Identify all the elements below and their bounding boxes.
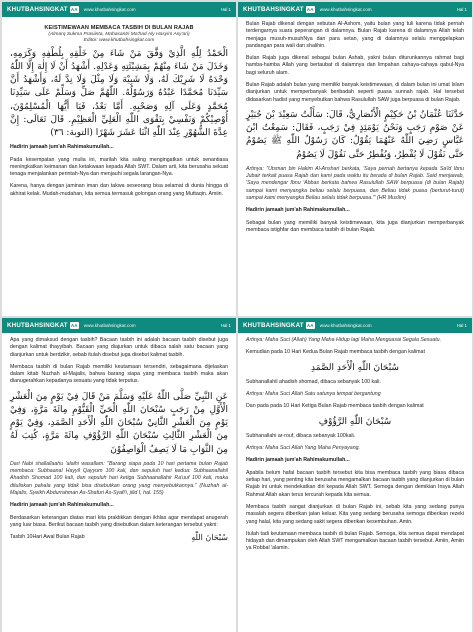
paragraph: Bulan Rajab juga dikenal sebagai bulan Ashab, yakni bulan diturunkannya rahmat bagi hamba-hamba Allah yang bertaubat di dalamnya dan limpahan cahaya-cahaya qabul-Nya bagi seluruh alam. [246,55,464,76]
page-2 [238,2,472,316]
paragraph: Kemudian pada 10 Hari Kedua Bulan Rajab membaca tasbih dengan kalimat [246,349,425,356]
meaning-line: Artinya: Maha Suci Allah Yang Maha Penyayang. [246,445,361,452]
meaning-line: Artinya: Maha Suci Allah Satu satunya tempat bergantung [246,391,381,398]
paragraph: Bulan Rajab adalah bulan yang memiliki banyak keistimewaan, di dalam bulan ini umat Islam dianjurkan untuk memperbanyak beribadah seperti puasa sunnah rajab. Hal tersebut didasarkan hadist yang menyebutkan bahwa Rasulullah SAW juga berpuasa di bulan Rajab. [246,82,464,103]
site-url: www.khutbahsingkat.com [83,7,136,12]
salutation: Hadirin jamaah jum'ah Rahimakumullah... [10,144,114,151]
page-header [2,318,236,333]
paragraph: Subhanallahil ahadish shomad, dibaca sebanyak 100 kali. [246,378,381,385]
hadith-translation: Artinya: "Utsman bin Hakim Al-Anshari berkata, 'Saya pernah bertanya kepada Sa'id Ibnu Jubair terkait puasa Rajab dan kami pada waktu itu berada di bulan Rajab. Said menjawab, 'Saya mendengar Ibnu 'Abbas berkata bahwa Rasulullah SAW berpuasa (di bulan Rajab) sampai kami menyangka beliau selalu berpuasa, dan Beliau tidak puasa (berturut-turut) sampai kami menyangka Beliau selalu tidak berpuasa.'" (HR Muslim) [246,165,464,201]
page-header [238,318,472,333]
salutation: Hadirin jamaah jum'ah Rahimakumullah... [246,207,350,214]
page-label: Hal 1 [456,323,467,328]
paragraph: Berdasarkan keterangan diatas mari kita praktikkan dengan ikhlas agar mendapat anugerah yang luar biasa. Berikut bacaan tasbih yang disebutkan dalam keterangan tersebut yakni: [10,514,228,528]
paragraph: Sebagai bulan yang memiliki banyak keistimewaan, kita juga dianjurkan memperbanyak membaca istighfar dan membaca tasbih di bulan Rajab. [246,219,464,233]
arabic-hadith: عَنِ النَّبِيِّ صَلَّى اللّٰهُ عَلَيْهِ وَسَلَّمَ مَنْ قَالَ فِيْ يَوْمٍ مِنَ الْعَشْرِ الْأَوَّلِ مِنْ رَجَبٍ سُبْحَانَ اللّٰهِ الْحَيِّ الْقَيُّوْمِ مِائَةَ مَرَّةٍ، وَفِيْ يَوْمٍ مِنَ الْعَشْرِ الثَّانِيْ سُبْحَانَ اللّٰهِ الْأَحَدِ الصَّمَدِ، وَفِيْ يَوْمٍ مِنَ الْعَشْرِ الثَّالِثِ سُبْحَانَ اللّٰهِ الرَّؤُوْفِ مِائَةَ مَرَّةٍ، كُتِبَ لَهُ مِنَ الثَّوَابِ مَا لَا يَصِفُ الْوَاصِفُوْنَ [10,391,228,455]
site-url: www.khutbahsingkat.com [319,7,372,12]
author-line: (Almarq Sukma Prasiinta, Mahasantri Ma'had Aly Hasyim Asy'ari) [48,32,190,37]
page-1 [2,2,236,316]
list-item [10,534,228,541]
list-item-label: Tasbih 10Hari Awal Bulan Rajab [10,534,85,541]
hadith-translation: Dari Nabi shallallaahu 'alaihi wasallam: "Barang siapa pada 10 hari pertama bulan Rajab membaca: Subhaanal Hayyil Qayyum 100 kali, dan sepuluh hari kedua: Subhaanallahil Ahadish Shomad 100 kali, dan sepuluh hari ketiga Subhaanallahir Ra'uuf 100 kali, maka dituliskan pahala yang tidak bisa disebutkan orang yang menyebutkannya." (Nuzhah al-Majalis, Syeikh Abdurrahman As-Shafuri As-Syafi'i, jilid I, hal. 155) [10,460,228,496]
brand-logo [7,6,79,13]
editor-line: Editor: www.khutbahsingkat.com [83,38,155,44]
logo-mark-icon: AA [306,7,314,12]
arabic-hadith: حَدَّثَنَا عُثْمَانُ بْنُ حَكِيْمٍ الْأَنْصَارِيُّ، قَالَ: سَأَلْتُ سَعِيْدَ بْنَ جُبَيْرٍ عَنْ صَوْمِ رَجَبٍ وَنَحْنُ يَوْمَئِذٍ فِيْ رَجَبٍ، فَقَالَ: سَمِعْتُ ابْنَ عَبَّاسٍ رَضِيَ اللّٰهُ عَنْهُمَا يَقُوْلُ: كَانَ رَسُوْلُ اللّٰهِ ﷺ يَصُوْمُ حَتَّى نَقُوْلَ لَا يُفْطِرُ، وَيُفْطِرُ حَتَّى نَقُوْلَ لَا يَصُوْمُ [246,109,464,160]
paragraph: Apabila belum hafal bacaan tasbih tersebut kita bisa membaca tasbih yang biasa dibaca setiap hari, yang penting kita berusaha mengamalkan bacaan tasbih yang dianjurkan di bulan Rajab ini untuk mendekatkan diri kepada Allah SWT. Semoga dengan demikian Insya Allah Rahmat Allah akan terus tercurah kepada kita semua. [246,469,464,498]
paragraph: Dan pada pada 10 Hari Ketiga Bulan Rajab membaca tasbih dengan kalimat [246,403,424,410]
site-url: www.khutbahsingkat.com [83,323,136,328]
brand-name: KHUTBAHSINGKAT [7,6,68,13]
salutation: Hadirin jamaah jum'ah Rahimakumullah... [246,457,350,464]
brand-logo [7,322,79,329]
site-url: www.khutbahsingkat.com [319,323,372,328]
paragraph: Membaca tasbih di bulan Rajab memiliki keutamaan tersendiri, sebagaimana dijelaskan dalam kitab Nuzhah al-Majalis, bahwa barang siapa yang membaca tasbih maka akan dianugerahkan kepadanya sesuatu yang tidak terputus. [10,363,228,385]
document-title: KEISTIMEWAAN MEMBACA TASBIH DI BULAN RAJAB [44,25,194,31]
logo-mark-icon: AA [70,7,78,12]
paragraph: Pada kesempatan yang mulia ini, marilah kita saling mengingatkan untuk senantiasa meningkatkan keimanan dan ketakwaan kepada Allah SWT. Dalam arti, kita berusaha sekuat tenaga menjalankan perintah-Nya dan menjauhi segala larangan-Nya. [10,156,228,178]
arabic-tasbih: سُبْحَانَ اللّٰهِ الرَّؤُوْفِ [318,416,392,427]
arabic-tasbih: سُبْحَانَ اللّٰهِ [191,533,228,543]
brand-logo [243,322,315,329]
paragraph: Itulah tadi keutamaan membaca tasbih di bulan Rajab. Semoga, kita semua dapat mendapat hidayah dan dimampukan oleh Allah SWT mengamalkan bacaan tasbih tersebut. Amiin, Amiin ya Robbal 'alamin. [246,530,464,552]
paragraph: Subhanallahi ar-rouf, dibaca sebanyak 100kali. [246,432,356,439]
brand-logo [243,6,315,13]
paragraph: Apa yang dimaksud dengan tasbih? Bacaan tasbih ini adalah bacaan tasbih disebut juga dengan kalimat thayyibah. Bacaan yang diajurkan untuk dibaca salah satu bacaan yang dianjurkan untuk berdzikir, sebab itulah disebut juga disebut kalimat tasbih. [10,337,228,358]
page-4 [238,318,472,632]
page-header [238,2,472,17]
page-label: Hal 1 [456,7,467,12]
paragraph: Bulan Rajab dikenal dengan sebutan Al-Ashom, yaitu bulan yang tuli karena tidak pernah terdengarnya suara peperangan di dalamnya. Bulan Rajab karena di dalamnya Allah telah menjaga musuh-musuhNya dan para setan, yang di dalamnya selalu menggelapkan pandangan para wali dan shalihin. [246,21,464,49]
arabic-tasbih: سُبْحَانَ اللّٰهِ الْأَحَدِ الصَّمَدِ [311,362,399,373]
page-label: Hal 1 [220,323,231,328]
brand-name: KHUTBAHSINGKAT [243,6,304,13]
paragraph: Membaca tasbih sangat dianjurkan di bulan Rajab ini, sebab kita yang sedang punya masalah segera diberikan jalan keluar. Kita yang sedang berusaha semoga diberikan rezeki yang halal, kita yang sedang sakit segera diberikan kesembuhan. Amin. [246,503,464,525]
paragraph: Karena, hanya dengan jaminan iman dan takwa seseorang bisa selamat di dunia hingga di akhirat kelak. Mudah-mudahan, kita semua termasuk golongan orang yang Muttaqin. Amiin. [10,183,228,197]
page-3 [2,318,236,632]
meaning-line: Artinya: Maha Suci (Allah) Yang Maha Hidup lagi Maha Menguasai Segala Sesuatu. [246,337,442,343]
page-header [2,2,236,17]
logo-mark-icon: AA [70,323,78,328]
brand-name: KHUTBAHSINGKAT [7,322,68,329]
logo-mark-icon: AA [306,323,314,328]
page-label: Hal 1 [220,7,231,12]
salutation: Hadirin jamaah jum'ah Rahimakumullah... [10,502,114,509]
arabic-opening: الْحَمْدُ لِلّٰهِ الَّذِيْ وَفَّقَ مَنْ شَاءَ مِنْ خَلْقِهِ بِلُطْفِهِ وَكَرَمِهِ، وَخَذَلَ مَنْ شَاءَ مِنْهُمْ بِمَشِيْئَتِهِ وَعَدْلِهِ. أَشْهَدُ أَنْ لَا إِلٰهَ إِلَّا اللّٰهُ وَحْدَهُ لَا شَرِيْكَ لَهُ، وَلَا شَبِيْهَ وَلَا مِثْلَ وَلَا نِدَّ لَهُ، وَأَشْهَدُ أَنَّ سَيِّدَنَا مُحَمَّدًا عَبْدُهُ وَرَسُوْلُهُ. اللّٰهُمَّ صَلِّ وَسَلِّمْ عَلَى سَيِّدِنَا مُحَمَّدٍ وَعَلَى آلِهِ وَصَحْبِهِ. أَمَّا بَعْدُ، فَيَا أَيُّهَا الْمُسْلِمُوْنَ، أُوْصِيْكُمْ وَنَفْسِيْ بِتَقْوَى اللّٰهِ الْعَلِيِّ الْعَظِيْمِ. قَالَ تَعَالَى: إِنَّ عِدَّةَ الشُّهُوْرِ عِنْدَ اللّٰهِ اثْنَا عَشَرَ شَهْرًا (التوبة: ٣٦) [10,48,228,139]
brand-name: KHUTBAHSINGKAT [243,322,304,329]
